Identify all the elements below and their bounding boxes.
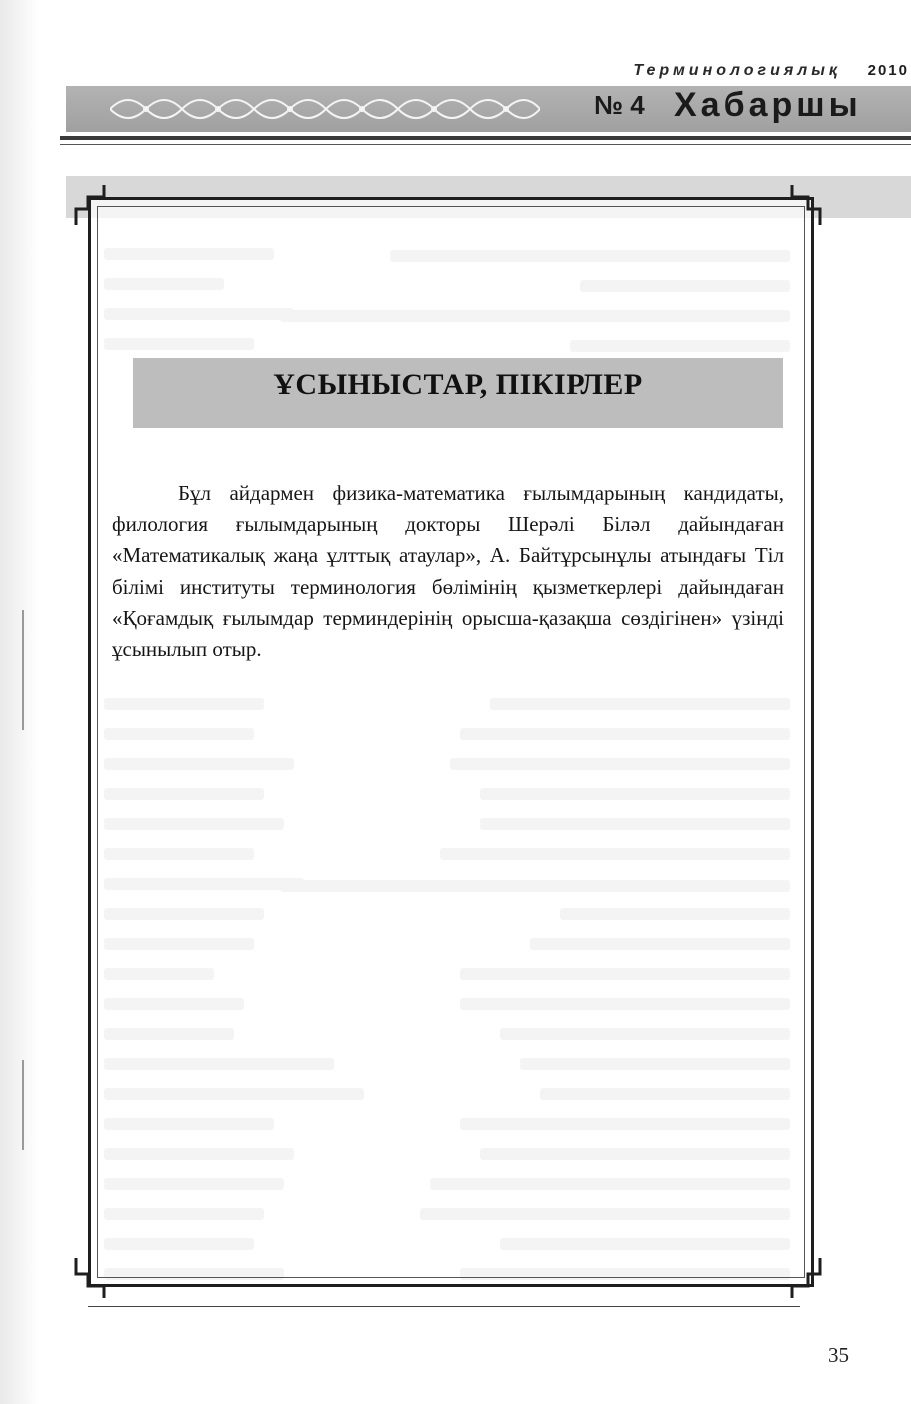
issue-number: № 4 <box>594 90 645 120</box>
page-number: 35 <box>828 1343 849 1367</box>
body-paragraph-block <box>112 478 784 665</box>
body-paragraph: Бұл айдармен физика-математика ғылымдарының кандидаты, филология ғылымдарының докторы Шерәлі Біләл дайындаған «Математикалық жаңа ұлттық атаулар», А. Байтұрсынұлы атындағы Тіл білімі институты терминология бөлімінің қызметкерлері дайындаған «Қоғамдық ғылымдар терминдерінің орысша-қазақша сөздігінен» үзінді ұсынылып отыр. <box>112 481 784 662</box>
frame-corner-ornament <box>788 183 822 227</box>
journal-year: 2010 <box>867 62 909 79</box>
scan-margin-mark <box>22 610 24 730</box>
header-rule <box>60 136 911 140</box>
header-banner <box>66 86 911 132</box>
footer-rule <box>88 1306 800 1307</box>
frame-corner-ornament <box>788 1256 822 1300</box>
header-rule-thin <box>60 144 911 145</box>
scan-margin-mark <box>22 1060 24 1150</box>
ornament-pattern <box>110 89 540 129</box>
section-title: ҰСЫНЫСТАР, ПІКІРЛЕР <box>273 368 643 401</box>
frame-corner-ornament <box>74 1256 108 1300</box>
frame-corner-ornament <box>74 183 108 227</box>
journal-title: Хабаршы <box>674 86 862 124</box>
journal-name: Терминологиялық <box>633 62 841 79</box>
scan-edge-shadow <box>0 0 40 1404</box>
